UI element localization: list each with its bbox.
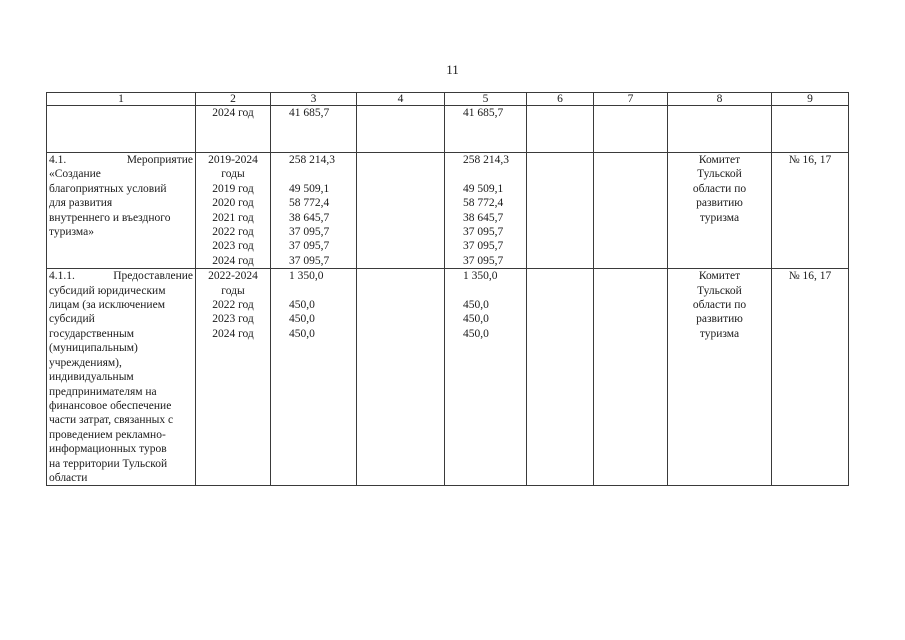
cell-empty (594, 106, 668, 153)
amount-total-cell: 41 685,7 (271, 106, 357, 153)
column-header: 6 (527, 93, 594, 106)
cell-empty (357, 106, 445, 153)
desc-line: информационных туров (49, 443, 167, 456)
amount-line: 37 095,7 (289, 226, 330, 239)
cell-empty (594, 153, 668, 269)
amount-line: 450,0 (289, 299, 315, 312)
cell-empty (47, 106, 196, 153)
executor-cell (668, 153, 772, 269)
year-line: 2023 год (212, 240, 254, 253)
amount-line (289, 167, 354, 181)
year-line: 2020 год (212, 197, 254, 210)
desc-line: лицам (за исключением (49, 299, 165, 312)
measure-word: Мероприятие (126, 154, 193, 166)
reference-cell: № 16, 17 (772, 269, 849, 486)
desc-line: субсидий юридическим (49, 284, 166, 297)
amount-line: 450,0 (289, 327, 315, 340)
year-line: 2024 год (212, 254, 254, 267)
cell-empty (772, 106, 849, 153)
amount-total-cell (271, 269, 357, 486)
amount-line: 450,0 (463, 327, 489, 340)
cell-empty (357, 153, 445, 269)
column-header: 7 (594, 93, 668, 106)
column-header: 9 (772, 93, 849, 106)
year-line: годы (221, 168, 245, 181)
years-cell (196, 269, 271, 486)
desc-line: «Создание (49, 168, 101, 181)
year-line: 2022-2024 (208, 270, 258, 283)
column-header: 1 (47, 93, 196, 106)
years-cell (196, 153, 271, 269)
year-line: 2024 год (212, 327, 254, 340)
amount-regional-cell (445, 153, 527, 269)
amount-line: 450,0 (463, 313, 489, 326)
desc-line: на территории Тульской (49, 457, 168, 470)
year-line: 2019-2024 (208, 154, 258, 166)
amount-total-cell (271, 153, 357, 269)
amount-line: 38 645,7 (289, 211, 330, 224)
amount-line (463, 167, 524, 181)
amount-line: 37 095,7 (289, 254, 330, 267)
year-line: 2022 год (212, 226, 254, 239)
desc-line: области (49, 471, 88, 484)
year-line: 2021 год (212, 211, 254, 224)
cell-empty (527, 269, 594, 486)
amount-line: 450,0 (463, 299, 489, 312)
amount-line: 58 772,4 (289, 197, 330, 210)
executor-line: туризма (699, 211, 740, 224)
executor-line: развитию (696, 313, 743, 326)
column-header: 3 (271, 93, 357, 106)
column-header: 2 (196, 93, 271, 106)
amount-line: 49 509,1 (289, 182, 330, 195)
column-header: 8 (668, 93, 772, 106)
measure-title-line (49, 153, 193, 167)
executor-line: туризма (699, 327, 740, 340)
year-line: 2023 год (212, 313, 254, 326)
column-header-row (47, 93, 849, 106)
cell-empty (357, 269, 445, 486)
desc-line: части затрат, связанных с (49, 414, 174, 427)
executor-line: Тульской (697, 168, 742, 181)
amount-line: 49 509,1 (463, 182, 504, 195)
measure-description (47, 153, 196, 269)
year-line: годы (221, 284, 245, 297)
amount-line: 37 095,7 (463, 254, 504, 267)
desc-line: индивидуальным (49, 371, 134, 384)
table-row-4-1 (47, 153, 849, 269)
program-table (46, 92, 849, 486)
measure-number: 4.1. (49, 154, 67, 166)
amount-regional-cell (445, 269, 527, 486)
amount-line: 258 214,3 (463, 154, 509, 166)
amount-line: 37 095,7 (463, 240, 504, 253)
column-header: 4 (357, 93, 445, 106)
executor-line: области по (692, 182, 747, 195)
amount-line: 450,0 (289, 313, 315, 326)
amount-line: 38 645,7 (463, 211, 504, 224)
desc-line: государственным (49, 327, 135, 340)
year-cell: 2024 год (196, 106, 271, 153)
cell-empty (527, 153, 594, 269)
page-number: 11 (446, 62, 459, 77)
desc-line: финансовое обеспечение (49, 399, 172, 412)
cell-empty (527, 106, 594, 153)
executor-cell (668, 269, 772, 486)
desc-line: туризма» (49, 226, 94, 239)
year-line: 2022 год (212, 299, 254, 312)
amount-line: 58 772,4 (463, 197, 504, 210)
executor-line: Комитет (698, 270, 741, 283)
measure-number: 4.1.1. (49, 270, 75, 283)
amount-line: 37 095,7 (289, 240, 330, 253)
amount-line: 1 350,0 (289, 270, 324, 283)
desc-line: внутреннего и въездного (49, 211, 171, 224)
year-line: 2019 год (212, 182, 254, 195)
amount-regional-cell: 41 685,7 (445, 106, 527, 153)
executor-line: области по (692, 299, 747, 312)
column-header: 5 (445, 93, 527, 106)
desc-line: проведением рекламно- (49, 428, 166, 441)
measure-title-line (49, 269, 193, 283)
cell-empty (594, 269, 668, 486)
executor-line: Тульской (697, 284, 742, 297)
desc-line: учреждениям), (49, 356, 122, 369)
desc-line: (муниципальным) (49, 342, 138, 355)
desc-line: субсидий (49, 313, 95, 326)
amount-line (463, 284, 524, 298)
amount-line: 1 350,0 (463, 270, 498, 283)
measure-word: Предоставление (113, 270, 193, 283)
amount-line: 258 214,3 (289, 154, 335, 166)
measure-description (47, 269, 196, 486)
desc-line: предпринимателям на (49, 385, 157, 398)
cell-empty (668, 106, 772, 153)
executor-line: Комитет (698, 154, 741, 166)
executor-line: развитию (696, 197, 743, 210)
reference-cell: № 16, 17 (772, 153, 849, 269)
desc-line: благоприятных условий (49, 182, 167, 195)
table-row-2024 (47, 106, 849, 153)
desc-line: для развития (49, 197, 113, 210)
amount-line: 37 095,7 (463, 226, 504, 239)
table-row-4-1-1 (47, 269, 849, 486)
amount-line (289, 284, 354, 298)
